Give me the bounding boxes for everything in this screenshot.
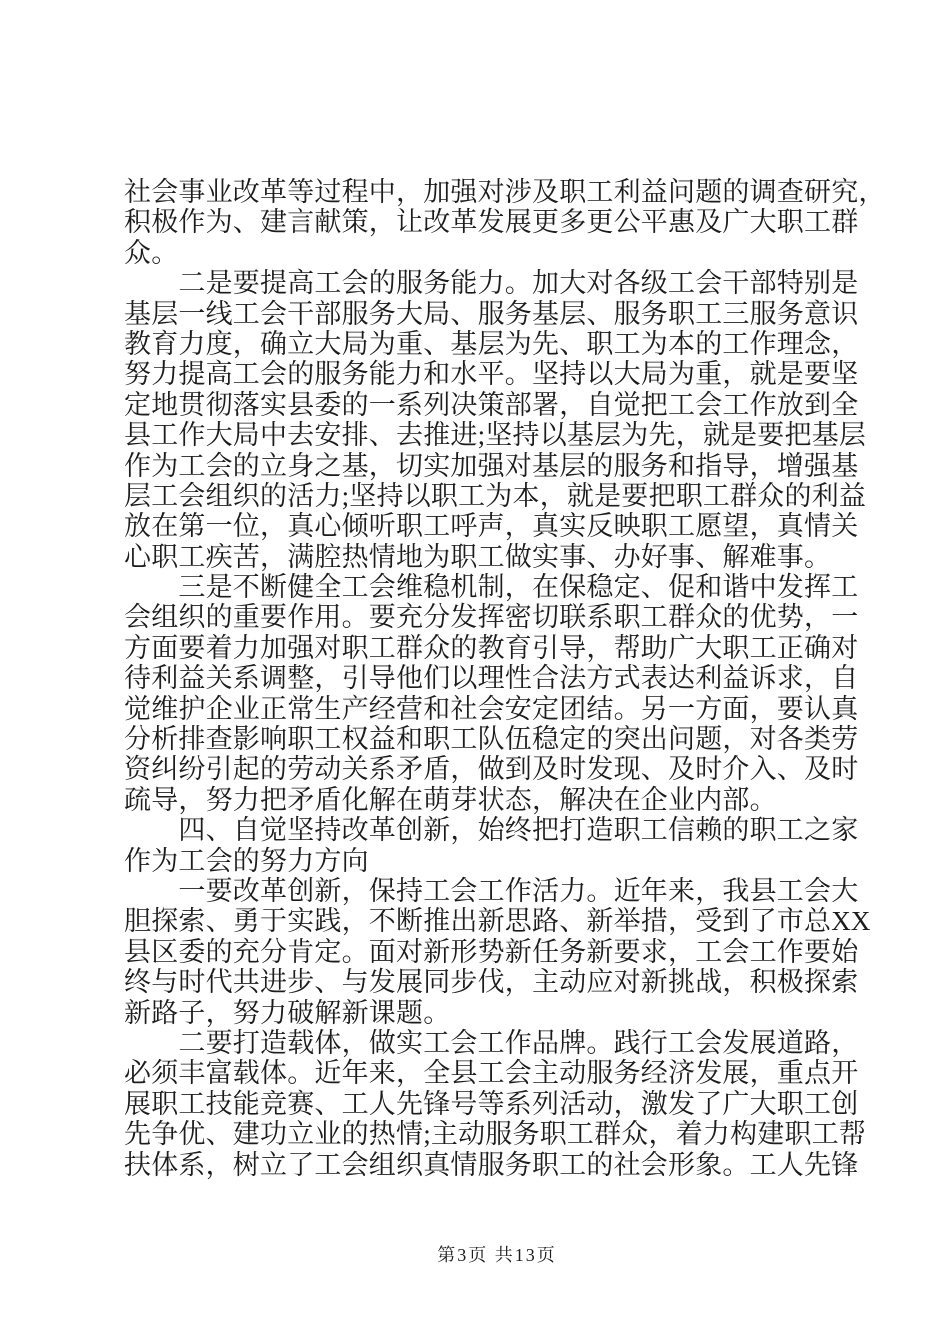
body-text-line: 必须丰富载体。近年来，全县工会主动服务经济发展，重点开 xyxy=(124,1058,859,1089)
body-text-line: 心职工疾苦，满腔热情地为职工做实事、办好事、解难事。 xyxy=(124,541,832,572)
body-text-line: 县区委的充分肯定。面对新形势新任务新要求，工会工作要始 xyxy=(124,936,859,967)
body-text-line: 方面要着力加强对职工群众的教育引导，帮助广大职工正确对 xyxy=(124,632,859,663)
page-number-footer: 第3页 共13页 xyxy=(437,1245,557,1265)
document-body xyxy=(124,177,914,1180)
body-text-line: 扶体系，树立了工会组织真情服务职工的社会形象。工人先锋 xyxy=(124,1149,859,1180)
body-text-line: 先争优、建功立业的热情;主动服务职工群众，着力构建职工帮 xyxy=(124,1119,867,1150)
body-text-line: 新路子，努力破解新课题。 xyxy=(124,997,451,1028)
body-text-line: 县工作大局中去安排、去推进;坚持以基层为先，就是要把基层 xyxy=(124,420,867,451)
body-text-line: 社会事业改革等过程中，加强对涉及职工利益问题的调查研究， xyxy=(124,177,886,207)
body-text-line: 四、自觉坚持改革创新，始终把打造职工信赖的职工之家 xyxy=(124,815,859,846)
body-text-line: 作为工会的立身之基，切实加强对基层的服务和指导，增强基 xyxy=(124,450,859,481)
body-text-line: 努力提高工会的服务能力和水平。坚持以大局为重，就是要坚 xyxy=(124,359,859,390)
body-text-line: 疏导，努力把矛盾化解在萌芽状态，解决在企业内部。 xyxy=(124,784,777,815)
body-text-line: 分析排查影响职工权益和职工队伍稳定的突出问题，对各类劳 xyxy=(124,724,859,755)
body-text-line: 会组织的重要作用。要充分发挥密切联系职工群众的优势，一 xyxy=(124,602,859,633)
body-text-line: 资纠纷引起的劳动关系矛盾，做到及时发现、及时介入、及时 xyxy=(124,754,859,785)
body-text-line: 待利益关系调整，引导他们以理性合法方式表达利益诉求，自 xyxy=(124,663,859,694)
body-text-line: 定地贯彻落实县委的一系列决策部署，自觉把工会工作放到全 xyxy=(124,389,859,420)
body-text-line: 放在第一位，真心倾听职工呼声，真实反映职工愿望，真情关 xyxy=(124,511,859,542)
body-text-line: 积极作为、建言献策，让改革发展更多更公平惠及广大职工群 xyxy=(124,207,859,238)
body-text-line: 觉维护企业正常生产经营和社会安定团结。另一方面，要认真 xyxy=(124,693,859,724)
body-text-line: 展职工技能竞赛、工人先锋号等系列活动，激发了广大职工创 xyxy=(124,1088,859,1119)
body-text-line: 层工会组织的活力;坚持以职工为本，就是要把职工群众的利益 xyxy=(124,480,867,511)
body-text-line: 胆探索、勇于实践，不断推出新思路、新举措，受到了市总XX xyxy=(124,906,871,937)
body-text-line: 一要改革创新，保持工会工作活力。近年来，我县工会大 xyxy=(124,875,859,906)
body-text-line: 二是要提高工会的服务能力。加大对各级工会干部特别是 xyxy=(124,268,859,299)
body-text-line: 教育力度，确立大局为重、基层为先、职工为本的工作理念， xyxy=(124,328,859,359)
body-text-line: 二要打造载体，做实工会工作品牌。践行工会发展道路， xyxy=(124,1027,859,1058)
body-text-line: 三是不断健全工会维稳机制，在保稳定、促和谐中发挥工 xyxy=(124,572,859,603)
body-text-line: 基层一线工会干部服务大局、服务基层、服务职工三服务意识 xyxy=(124,298,859,329)
body-text-line: 终与时代共进步、与发展同步伐，主动应对新挑战，积极探索 xyxy=(124,967,859,998)
body-text-line: 作为工会的努力方向 xyxy=(124,845,369,876)
body-text-line: 众。 xyxy=(124,237,179,268)
